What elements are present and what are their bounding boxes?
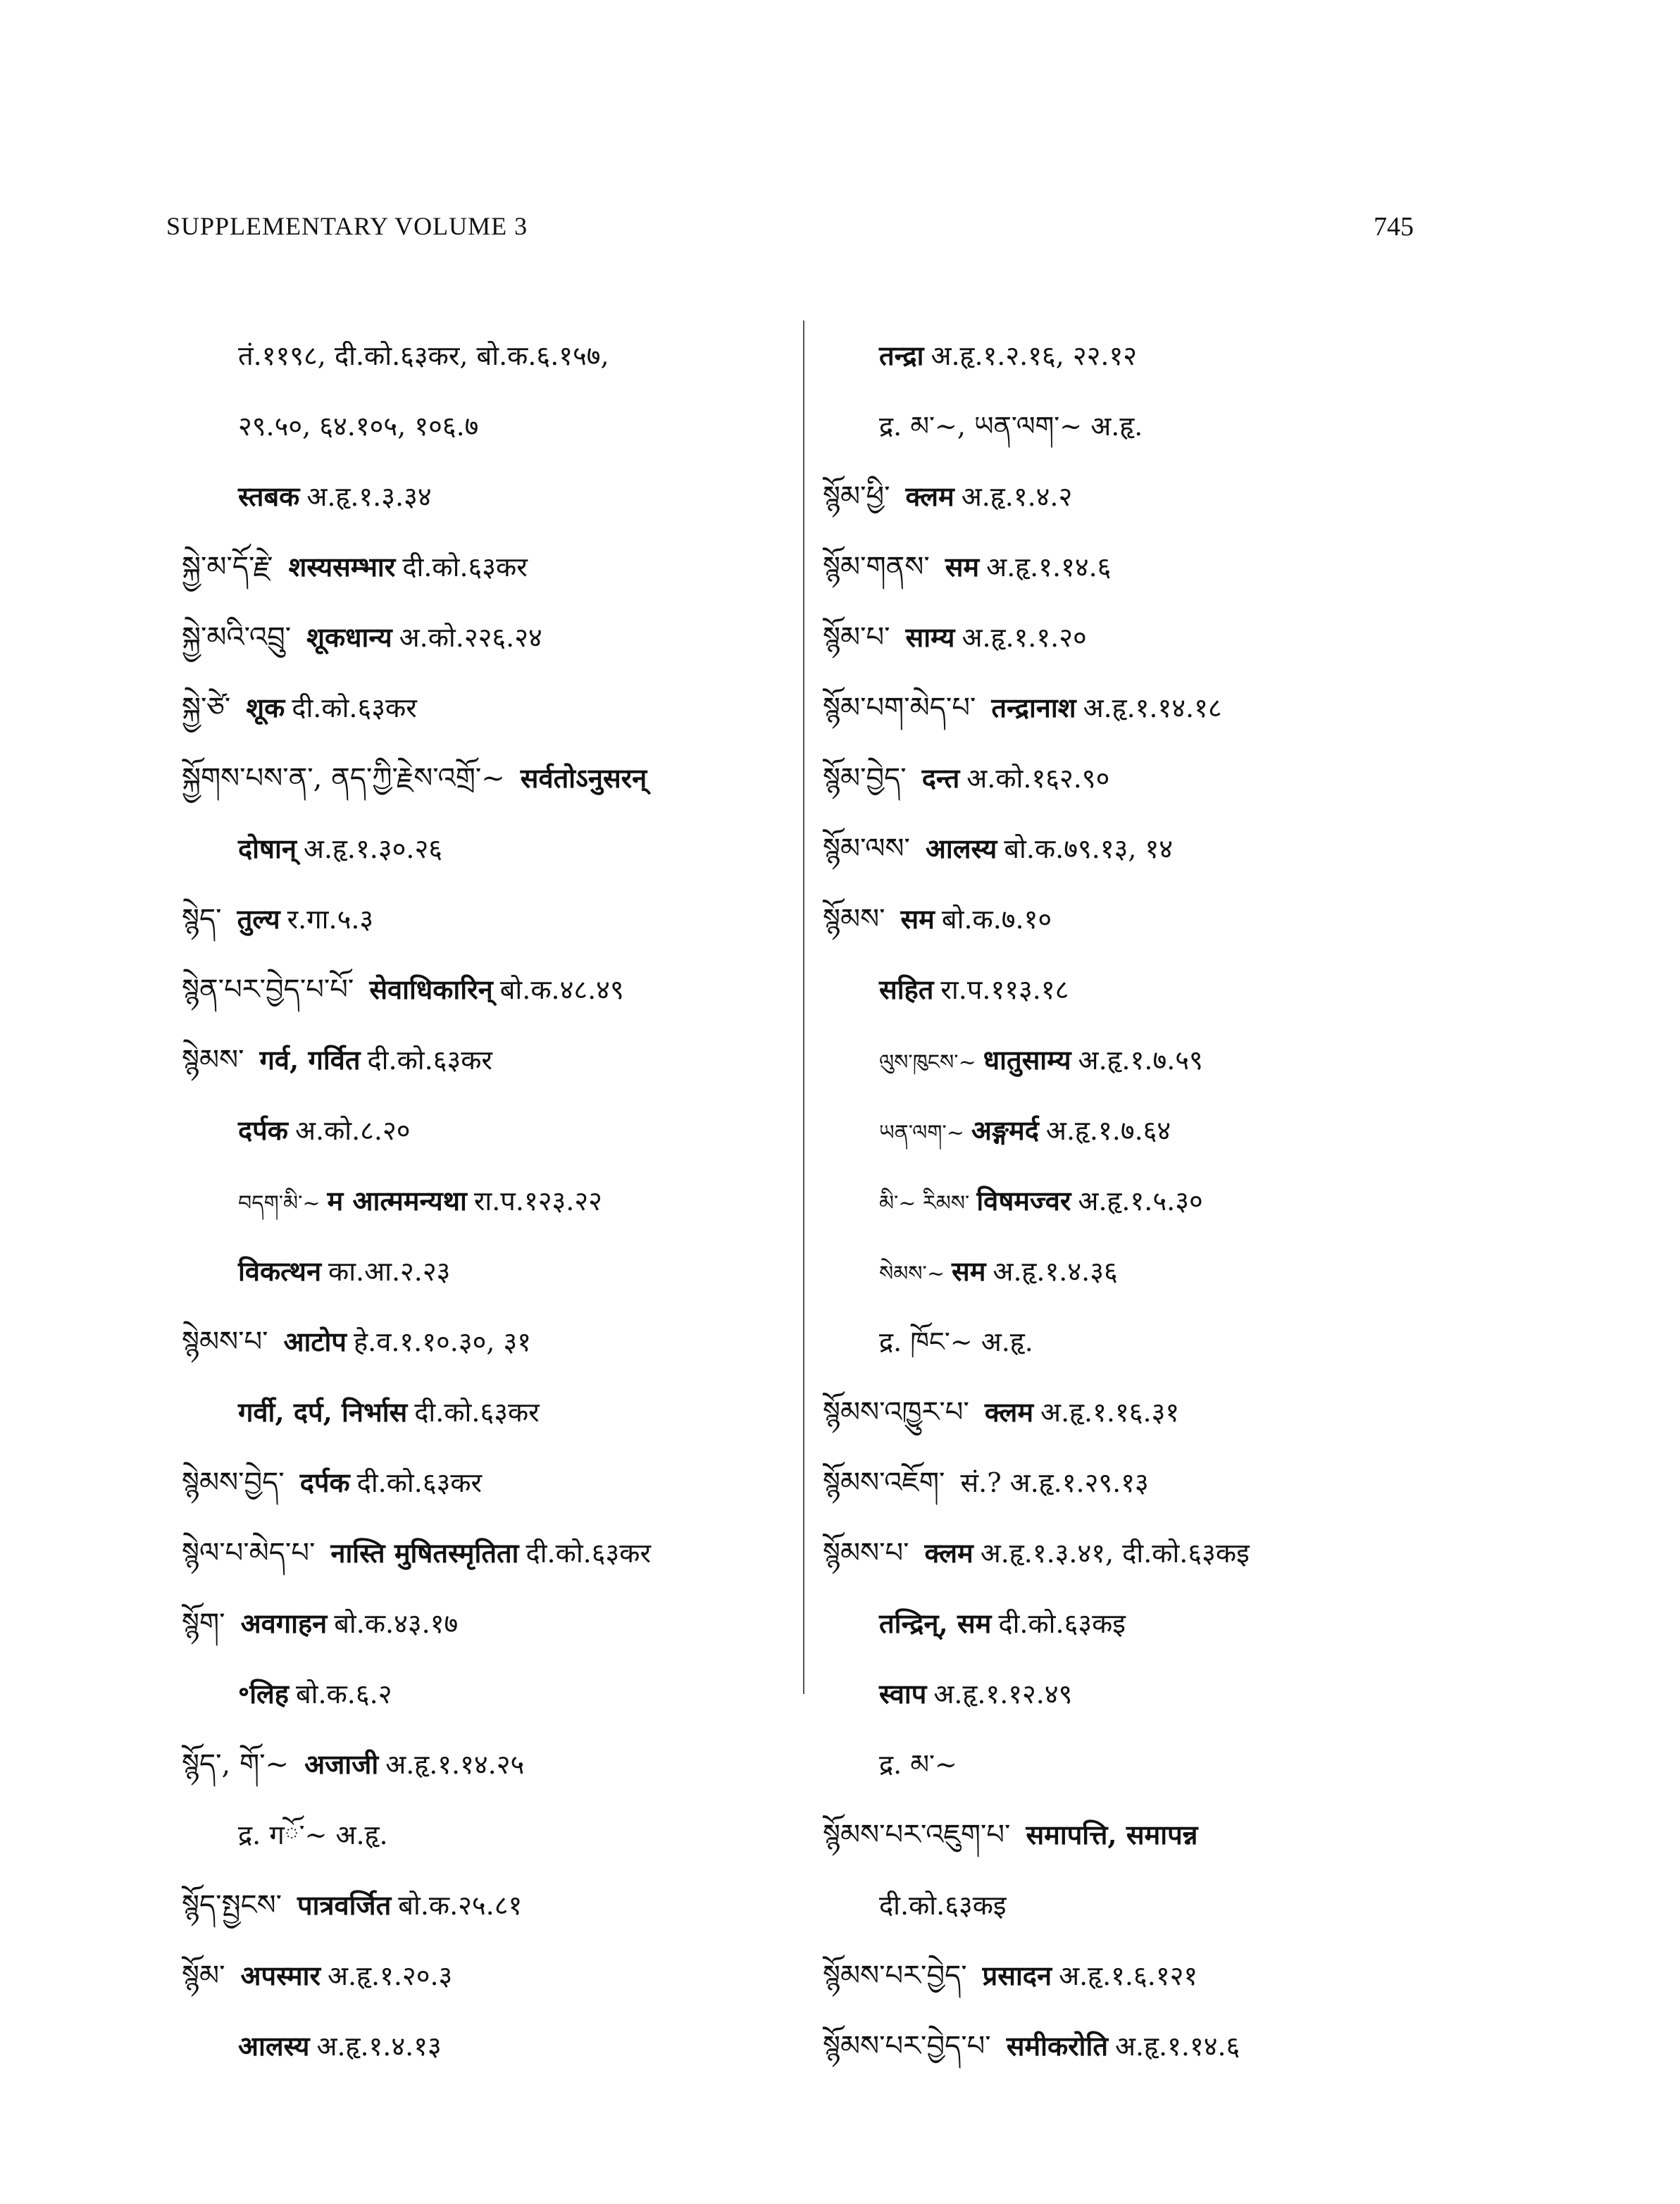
sanskrit-headword: तन्द्रिन्, सम bbox=[879, 1607, 992, 1639]
dictionary-entry bbox=[182, 673, 816, 743]
source-reference: अ.हृ.१.२०.३ bbox=[328, 1960, 453, 1991]
tibetan-term: སྙོམ་གནས་ bbox=[823, 551, 930, 583]
dictionary-entry bbox=[182, 1307, 816, 1377]
source-reference: द्र. མ་~, ཡན་ལག་~ अ.हृ. bbox=[879, 411, 1143, 442]
left-column bbox=[182, 320, 816, 2081]
dictionary-entry bbox=[823, 1870, 1499, 1941]
source-reference: बो.क.७.१० bbox=[941, 904, 1052, 935]
source-reference: अ.हृ.१.१२.४९ bbox=[933, 1679, 1073, 1710]
sanskrit-headword: ॰लिह bbox=[238, 1678, 289, 1710]
tibetan-term: སྐྱོགས་པས་ན་, ནད་ཀྱི་རྗེས་འགྲོ་~ bbox=[182, 762, 505, 795]
sanskrit-headword: अजाजी bbox=[304, 1748, 379, 1780]
source-reference: बो.क.४३.१७ bbox=[334, 1608, 459, 1639]
dictionary-entry bbox=[182, 1870, 816, 1941]
source-reference: दी.को.६३कइ bbox=[879, 1890, 1007, 1921]
sanskrit-headword: समीकरोति bbox=[1006, 2030, 1109, 2062]
dictionary-entry bbox=[182, 1447, 816, 1518]
sanskrit-headword: तन्द्रा bbox=[879, 340, 924, 371]
tibetan-term: སྙེན་པར་བྱེད་པ་པོ་ bbox=[182, 973, 354, 1006]
sanskrit-headword: प्रसादन bbox=[982, 1960, 1052, 1991]
sanskrit-headword: गर्व, गर्वित bbox=[259, 1044, 361, 1076]
tibetan-term: སྙོག་ bbox=[182, 1607, 225, 1640]
tibetan-term: སྙེལ་པ་མེད་པ་ bbox=[182, 1537, 316, 1569]
tibetan-term: མི་~ རིམས་ bbox=[879, 1191, 970, 1216]
dictionary-entry bbox=[823, 1518, 1499, 1588]
source-reference: तं.११९८, दी.को.६३कर, बो.क.६.१५७, bbox=[238, 340, 609, 371]
tibetan-term: སྙོམ་བྱེད་ bbox=[823, 762, 907, 795]
source-reference: अ.को.८.२० bbox=[294, 1115, 411, 1146]
source-reference: अ.को.१६२.९० bbox=[966, 763, 1110, 794]
tibetan-term: སྙོམས་པར་འཇུག་པ་ bbox=[823, 1819, 1011, 1851]
right-column bbox=[823, 320, 1499, 2081]
tibetan-term: སྐྱེ་མའི་འབྲུ་ bbox=[182, 621, 292, 654]
sanskrit-headword: शस्यसम्भार bbox=[288, 551, 396, 583]
source-reference: दी.को.६३कर bbox=[367, 1045, 492, 1076]
tibetan-term: སྐྱེ་ཙེ་ bbox=[182, 692, 231, 724]
source-reference: हे.व.१.१०.३०, ३१ bbox=[353, 1326, 532, 1357]
sanskrit-headword: सम bbox=[900, 903, 935, 935]
tibetan-term: སྙོམ་པ་ bbox=[823, 621, 890, 654]
source-reference: द्र. ཁོང་~ अ.हृ. bbox=[879, 1326, 1033, 1357]
column-divider bbox=[803, 320, 804, 1694]
sanskrit-headword: अपस्मार bbox=[240, 1960, 321, 1991]
sanskrit-headword: दर्पक bbox=[238, 1114, 288, 1146]
dictionary-entry bbox=[823, 1729, 1499, 1800]
page-number: 745 bbox=[1374, 212, 1414, 242]
source-reference: अ.हृ.१.४.१३ bbox=[316, 2031, 442, 2062]
sanskrit-headword: क्लम bbox=[905, 480, 954, 512]
dictionary-entry bbox=[823, 1307, 1499, 1377]
tibetan-term: སྙོམས་པ་ bbox=[823, 1537, 909, 1569]
dictionary-entry bbox=[182, 1729, 816, 1800]
source-reference: द्र. མ་~ bbox=[879, 1749, 957, 1780]
tibetan-term: སྙོད་སྤྱངས་ bbox=[182, 1889, 282, 1922]
dictionary-entry bbox=[823, 461, 1499, 532]
sanskrit-headword: सहित bbox=[879, 973, 934, 1005]
sanskrit-headword: आलस्य bbox=[925, 833, 997, 864]
source-reference: अ.हृ.१.१४.२५ bbox=[385, 1749, 525, 1780]
tibetan-term: སྙོམས་པར་བྱེད་ bbox=[823, 1960, 967, 1992]
sanskrit-headword: स्वाप bbox=[879, 1678, 927, 1710]
sanskrit-headword: सेवाधिकारिन् bbox=[369, 973, 493, 1005]
tibetan-term: སྙོམ་ལས་ bbox=[823, 833, 910, 865]
dictionary-entry bbox=[823, 391, 1499, 461]
dictionary-entry bbox=[823, 320, 1499, 391]
sanskrit-headword: स्तबक bbox=[238, 480, 300, 512]
dictionary-entry bbox=[182, 602, 816, 673]
dictionary-entry bbox=[823, 1166, 1499, 1236]
source-reference: अ.हृ.१.१.२० bbox=[962, 622, 1087, 653]
dictionary-entry bbox=[182, 1941, 816, 2011]
source-reference: सं.? अ.हृ.१.२९.१३ bbox=[960, 1467, 1149, 1498]
source-reference: अ.हृ.१.१६.३१ bbox=[1040, 1397, 1180, 1428]
dictionary-entry bbox=[182, 461, 816, 532]
sanskrit-headword: दन्त bbox=[921, 762, 960, 794]
source-reference: बो.क.२५.८१ bbox=[398, 1890, 523, 1921]
dictionary-entry bbox=[182, 884, 816, 954]
source-reference: का.आ.२.२३ bbox=[328, 1256, 451, 1287]
dictionary-entry bbox=[182, 1659, 816, 1729]
sanskrit-headword: पात्रवर्जित bbox=[297, 1889, 392, 1921]
dictionary-entry bbox=[182, 320, 816, 391]
dictionary-entry bbox=[823, 1025, 1499, 1095]
tibetan-term: ཡན་ལག་~ bbox=[879, 1121, 964, 1145]
source-reference: अ.हृ.१.१४.१८ bbox=[1083, 692, 1222, 723]
source-reference: अ.हृ.१.३.४१, दी.को.६३कइ bbox=[980, 1538, 1250, 1569]
dictionary-entry bbox=[823, 602, 1499, 673]
source-reference: अ.हृ.१.४.२ bbox=[961, 481, 1073, 512]
dictionary-entry bbox=[182, 743, 816, 814]
dictionary-entry bbox=[182, 1518, 816, 1588]
sanskrit-headword: सर्वतोऽनुसरन् bbox=[520, 762, 647, 794]
dictionary-entry bbox=[823, 1095, 1499, 1166]
source-reference: र.गा.५.३ bbox=[287, 904, 374, 935]
sanskrit-headword: आटोप bbox=[283, 1326, 347, 1357]
dictionary-entry bbox=[823, 2011, 1499, 2081]
sanskrit-headword: गर्वी, दर्प, निर्भास bbox=[238, 1396, 408, 1428]
source-reference: दी.को.६३कर bbox=[356, 1467, 483, 1498]
dictionary-entry bbox=[182, 1166, 816, 1236]
source-reference: रा.प.१२३.२२ bbox=[473, 1185, 602, 1216]
source-reference: रा.प.११३.१८ bbox=[940, 974, 1069, 1005]
dictionary-entry bbox=[823, 1941, 1499, 2011]
sanskrit-headword: सम bbox=[952, 1255, 986, 1287]
tibetan-term: སྙེད་ bbox=[182, 903, 222, 935]
source-reference: अ.हृ.१.२.१६, २२.१२ bbox=[931, 340, 1138, 371]
dictionary-entry bbox=[182, 532, 816, 602]
source-reference: बो.क.६.२ bbox=[295, 1679, 392, 1710]
source-reference: अ.हृ.१.३०.२६ bbox=[303, 833, 442, 864]
sanskrit-headword: क्लम bbox=[924, 1537, 973, 1569]
source-reference: अ.हृ.१.४.३६ bbox=[993, 1256, 1118, 1287]
sanskrit-headword: तन्द्रानाश bbox=[991, 692, 1076, 723]
dictionary-entry bbox=[823, 1800, 1499, 1870]
source-reference: अ.हृ.१.३.३४ bbox=[306, 481, 432, 512]
source-reference: अ.को.२२६.२४ bbox=[399, 622, 542, 653]
dictionary-entry bbox=[182, 391, 816, 461]
sanskrit-headword: अङ्गमर्द bbox=[971, 1114, 1039, 1146]
sanskrit-headword: साम्य bbox=[905, 621, 955, 653]
tibetan-term: སྙོམས་ bbox=[823, 903, 885, 935]
sanskrit-headword: तुल्य bbox=[237, 903, 280, 935]
tibetan-term: སེམས་~ bbox=[879, 1262, 945, 1286]
source-reference: दी.को.६३कर bbox=[414, 1397, 540, 1428]
tibetan-term: སྙེམས་ bbox=[182, 1044, 244, 1076]
dictionary-entry bbox=[182, 1588, 816, 1659]
dictionary-entry bbox=[182, 814, 816, 884]
dictionary-entry bbox=[823, 954, 1499, 1025]
dictionary-entry bbox=[182, 2011, 816, 2081]
sanskrit-headword: शूकधान्य bbox=[306, 621, 392, 653]
sanskrit-headword: विकत्थन bbox=[238, 1255, 322, 1287]
sanskrit-headword: विषमज्वर bbox=[976, 1185, 1071, 1216]
sanskrit-headword: धातुसाम्य bbox=[983, 1044, 1071, 1076]
dictionary-entry bbox=[823, 673, 1499, 743]
dictionary-entry bbox=[823, 1377, 1499, 1447]
dictionary-entry bbox=[182, 1095, 816, 1166]
dictionary-entry bbox=[823, 884, 1499, 954]
sanskrit-headword: अवगाहन bbox=[240, 1607, 328, 1639]
sanskrit-headword: सम bbox=[945, 551, 980, 583]
sanskrit-headword: म आत्ममन्यथा bbox=[327, 1185, 467, 1216]
tibetan-term: སྙོམ་ bbox=[182, 1960, 225, 1992]
sanskrit-headword: शूक bbox=[246, 692, 285, 723]
source-reference: अ.हृ.१.५.३० bbox=[1078, 1185, 1203, 1216]
source-reference: अ.हृ.१.७.५९ bbox=[1078, 1045, 1203, 1076]
tibetan-term: སྐྱེ་མ་དོ་རྗེ་ bbox=[182, 551, 273, 583]
dictionary-entry bbox=[823, 1236, 1499, 1307]
sanskrit-headword: आलस्य bbox=[238, 2030, 310, 2062]
dictionary-entry bbox=[823, 1588, 1499, 1659]
dictionary-entry bbox=[182, 1800, 816, 1870]
source-reference: दी.को.६३कर bbox=[402, 552, 528, 583]
source-reference: दी.को.६३कर bbox=[525, 1538, 651, 1569]
dictionary-entry bbox=[182, 954, 816, 1025]
dictionary-entry bbox=[182, 1377, 816, 1447]
tibetan-term: སྙེམས་བྱེད་ bbox=[182, 1467, 285, 1499]
source-reference: बो.क.४८.४९ bbox=[499, 974, 624, 1005]
tibetan-term: སྙོམ་ཕྱི་ bbox=[823, 480, 890, 513]
tibetan-term: བདག་མི་~ bbox=[238, 1191, 321, 1216]
dictionary-entry bbox=[182, 1025, 816, 1095]
tibetan-term: སྙོམས་པར་བྱེད་པ་ bbox=[823, 2030, 991, 2062]
source-reference: अ.हृ.१.१४.६ bbox=[986, 552, 1112, 583]
dictionary-entry bbox=[823, 814, 1499, 884]
dictionary-entry bbox=[823, 1447, 1499, 1518]
tibetan-term: སྙོམས་འཁྱུར་པ་ bbox=[823, 1396, 969, 1428]
source-reference: दी.को.६३कर bbox=[292, 692, 417, 723]
source-reference: दी.को.६३कइ bbox=[998, 1608, 1126, 1639]
source-reference: अ.हृ.१.१४.६ bbox=[1115, 2031, 1240, 2062]
dictionary-entry bbox=[823, 1659, 1499, 1729]
source-reference: बो.क.७९.१३, १४ bbox=[1004, 833, 1174, 864]
sanskrit-headword: समापत्ति, समापन्न bbox=[1026, 1819, 1198, 1850]
source-reference: द्र. गོ་~ अ.हृ. bbox=[238, 1819, 388, 1850]
dictionary-entry bbox=[182, 1236, 816, 1307]
dictionary-entry bbox=[823, 532, 1499, 602]
running-head: SUPPLEMENTARY VOLUME 3 bbox=[166, 212, 528, 240]
sanskrit-headword: क्लम bbox=[984, 1396, 1034, 1428]
tibetan-term: ལུས་ཁུངས་~ bbox=[879, 1050, 976, 1075]
sanskrit-headword: दोषान् bbox=[238, 833, 297, 864]
tibetan-term: སྙོམ་པག་མེད་པ་ bbox=[823, 692, 976, 724]
source-reference: अ.हृ.१.६.१२१ bbox=[1059, 1960, 1198, 1991]
sanskrit-headword: नास्ति मुषितस्मृतिता bbox=[330, 1537, 519, 1569]
source-reference: अ.हृ.१.७.६४ bbox=[1045, 1115, 1171, 1146]
tibetan-term: སྙོད་, གོ་~ bbox=[182, 1748, 290, 1781]
dictionary-entry bbox=[823, 743, 1499, 814]
tibetan-term: སྙོམས་འཇོག་ bbox=[823, 1467, 945, 1499]
source-reference: २९.५०, ६४.१०५, १०६.७ bbox=[238, 411, 479, 442]
sanskrit-headword: दर्पक bbox=[299, 1467, 350, 1498]
tibetan-term: སྙེམས་པ་ bbox=[182, 1326, 268, 1358]
